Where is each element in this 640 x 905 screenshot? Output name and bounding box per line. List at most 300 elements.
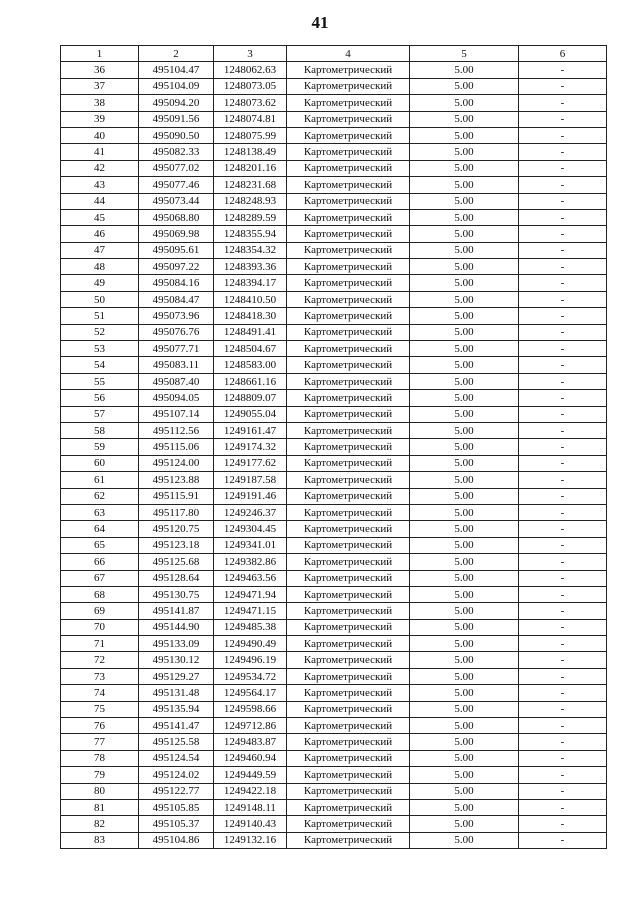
table-row [61, 603, 607, 619]
table-cell-col-4: Картометрический [287, 718, 410, 734]
table-row [61, 488, 607, 504]
table-cell-col-3: 1249161.47 [214, 422, 287, 438]
table-cell-col-3: 1249246.37 [214, 504, 287, 520]
table-cell-col-3: 1249471.15 [214, 603, 287, 619]
table-cell-col-6: - [519, 357, 607, 373]
table-cell-col-5: 5.00 [410, 619, 519, 635]
table-cell-col-6: - [519, 767, 607, 783]
table-cell-col-5: 5.00 [410, 652, 519, 668]
table-cell-col-5: 5.00 [410, 799, 519, 815]
table-cell-col-6: - [519, 472, 607, 488]
table-cell-col-2: 495123.18 [139, 537, 214, 553]
table-cell-col-3: 1248289.59 [214, 209, 287, 225]
table-cell-col-4: Картометрический [287, 95, 410, 111]
table-row [61, 750, 607, 766]
table-cell-col-5: 5.00 [410, 406, 519, 422]
table-row [61, 209, 607, 225]
table-cell-col-1: 59 [61, 439, 139, 455]
table-cell-col-2: 495124.54 [139, 750, 214, 766]
table-cell-col-1: 36 [61, 62, 139, 78]
table-cell-col-5: 5.00 [410, 521, 519, 537]
table-cell-col-1: 82 [61, 816, 139, 832]
table-cell-col-5: 5.00 [410, 816, 519, 832]
table-row [61, 718, 607, 734]
table-cell-col-5: 5.00 [410, 209, 519, 225]
table-cell-col-4: Картометрический [287, 226, 410, 242]
table-cell-col-2: 495129.27 [139, 668, 214, 684]
table-cell-col-6: - [519, 455, 607, 471]
table-row [61, 472, 607, 488]
table-row [61, 668, 607, 684]
table-cell-col-1: 38 [61, 95, 139, 111]
table-cell-col-5: 5.00 [410, 78, 519, 94]
table-cell-col-5: 5.00 [410, 62, 519, 78]
table-cell-col-3: 1249534.72 [214, 668, 287, 684]
column-header-3: 3 [214, 46, 287, 62]
table-cell-col-4: Картометрический [287, 652, 410, 668]
table-cell-col-5: 5.00 [410, 668, 519, 684]
table-cell-col-4: Картометрический [287, 668, 410, 684]
table-row [61, 422, 607, 438]
table-cell-col-5: 5.00 [410, 554, 519, 570]
table-cell-col-5: 5.00 [410, 390, 519, 406]
table-cell-col-3: 1249055.04 [214, 406, 287, 422]
table-cell-col-1: 45 [61, 209, 139, 225]
table-cell-col-4: Картометрический [287, 832, 410, 848]
table-cell-col-6: - [519, 127, 607, 143]
table-cell-col-6: - [519, 816, 607, 832]
table-cell-col-1: 60 [61, 455, 139, 471]
table-cell-col-5: 5.00 [410, 193, 519, 209]
table-cell-col-3: 1249148.11 [214, 799, 287, 815]
coordinates-table [60, 45, 607, 849]
table-row [61, 767, 607, 783]
table-cell-col-2: 495091.56 [139, 111, 214, 127]
table-row [61, 521, 607, 537]
table-cell-col-6: - [519, 701, 607, 717]
table-cell-col-2: 495135.94 [139, 701, 214, 717]
page-number: 41 [311, 13, 329, 32]
table-row [61, 308, 607, 324]
table-row [61, 78, 607, 94]
table-cell-col-6: - [519, 652, 607, 668]
table-cell-col-6: - [519, 586, 607, 602]
table-cell-col-6: - [519, 390, 607, 406]
table-cell-col-4: Картометрический [287, 209, 410, 225]
table-cell-col-6: - [519, 291, 607, 307]
table-row [61, 406, 607, 422]
table-row [61, 636, 607, 652]
table-cell-col-1: 50 [61, 291, 139, 307]
table-cell-col-2: 495131.48 [139, 685, 214, 701]
table-row [61, 259, 607, 275]
table-cell-col-3: 1248231.68 [214, 177, 287, 193]
table-cell-col-1: 44 [61, 193, 139, 209]
table-cell-col-1: 61 [61, 472, 139, 488]
table-cell-col-3: 1248418.30 [214, 308, 287, 324]
table-cell-col-6: - [519, 783, 607, 799]
table-cell-col-1: 70 [61, 619, 139, 635]
table-cell-col-4: Картометрический [287, 783, 410, 799]
table-cell-col-3: 1248393.36 [214, 259, 287, 275]
table-cell-col-6: - [519, 504, 607, 520]
table-cell-col-1: 64 [61, 521, 139, 537]
table-cell-col-1: 57 [61, 406, 139, 422]
table-cell-col-4: Картометрический [287, 78, 410, 94]
table-cell-col-4: Картометрический [287, 275, 410, 291]
table-cell-col-1: 42 [61, 160, 139, 176]
table-cell-col-4: Картометрический [287, 472, 410, 488]
table-cell-col-3: 1248583.00 [214, 357, 287, 373]
table-row [61, 324, 607, 340]
table-cell-col-4: Картометрический [287, 554, 410, 570]
table-row [61, 652, 607, 668]
column-header-5: 5 [410, 46, 519, 62]
table-cell-col-1: 66 [61, 554, 139, 570]
table-cell-col-2: 495084.16 [139, 275, 214, 291]
table-cell-col-5: 5.00 [410, 718, 519, 734]
table-cell-col-6: - [519, 488, 607, 504]
table-cell-col-3: 1249187.58 [214, 472, 287, 488]
table-cell-col-1: 78 [61, 750, 139, 766]
table-row [61, 455, 607, 471]
table-cell-col-4: Картометрический [287, 619, 410, 635]
table-cell-col-2: 495076.76 [139, 324, 214, 340]
table-cell-col-4: Картометрический [287, 734, 410, 750]
table-row [61, 783, 607, 799]
table-body [61, 62, 607, 849]
table-cell-col-5: 5.00 [410, 422, 519, 438]
table-cell-col-2: 495105.85 [139, 799, 214, 815]
table-cell-col-6: - [519, 226, 607, 242]
table-cell-col-6: - [519, 341, 607, 357]
table-cell-col-1: 80 [61, 783, 139, 799]
table-cell-col-5: 5.00 [410, 226, 519, 242]
table-cell-col-6: - [519, 193, 607, 209]
table-row [61, 570, 607, 586]
table-cell-col-2: 495125.58 [139, 734, 214, 750]
table-cell-col-1: 49 [61, 275, 139, 291]
table-cell-col-5: 5.00 [410, 570, 519, 586]
column-header-4: 4 [287, 46, 410, 62]
table-header-row [61, 46, 607, 62]
table-cell-col-6: - [519, 521, 607, 537]
table-row [61, 291, 607, 307]
table-row [61, 341, 607, 357]
table-cell-col-4: Картометрический [287, 816, 410, 832]
table-cell-col-4: Картометрический [287, 488, 410, 504]
table-cell-col-4: Картометрический [287, 439, 410, 455]
table-cell-col-3: 1249471.94 [214, 586, 287, 602]
table-cell-col-6: - [519, 308, 607, 324]
table-cell-col-3: 1249177.62 [214, 455, 287, 471]
table-cell-col-1: 75 [61, 701, 139, 717]
table-cell-col-3: 1248201.16 [214, 160, 287, 176]
table-cell-col-2: 495130.12 [139, 652, 214, 668]
table-cell-col-6: - [519, 718, 607, 734]
table-cell-col-3: 1249598.66 [214, 701, 287, 717]
table-cell-col-2: 495123.88 [139, 472, 214, 488]
table-row [61, 537, 607, 553]
table-cell-col-4: Картометрический [287, 406, 410, 422]
table-cell-col-2: 495068.80 [139, 209, 214, 225]
table-cell-col-5: 5.00 [410, 685, 519, 701]
table-cell-col-5: 5.00 [410, 259, 519, 275]
table-cell-col-1: 47 [61, 242, 139, 258]
table-cell-col-4: Картометрический [287, 685, 410, 701]
table-cell-col-6: - [519, 160, 607, 176]
table-cell-col-6: - [519, 242, 607, 258]
table-cell-col-4: Картометрический [287, 570, 410, 586]
table-row [61, 177, 607, 193]
table-cell-col-6: - [519, 668, 607, 684]
table-cell-col-1: 73 [61, 668, 139, 684]
table-cell-col-3: 1248491.41 [214, 324, 287, 340]
table-cell-col-5: 5.00 [410, 127, 519, 143]
table-row [61, 193, 607, 209]
table-row [61, 357, 607, 373]
table-cell-col-3: 1248354.32 [214, 242, 287, 258]
table-cell-col-3: 1249174.32 [214, 439, 287, 455]
table-cell-col-2: 495124.00 [139, 455, 214, 471]
table-cell-col-1: 56 [61, 390, 139, 406]
table-row [61, 554, 607, 570]
table-cell-col-2: 495141.87 [139, 603, 214, 619]
table-row [61, 832, 607, 848]
column-header-2: 2 [139, 46, 214, 62]
table-cell-col-2: 495104.09 [139, 78, 214, 94]
table-cell-col-6: - [519, 636, 607, 652]
table-cell-col-1: 68 [61, 586, 139, 602]
table-row [61, 439, 607, 455]
table-cell-col-5: 5.00 [410, 144, 519, 160]
table-cell-col-1: 58 [61, 422, 139, 438]
table-cell-col-2: 495128.64 [139, 570, 214, 586]
table-cell-col-4: Картометрический [287, 701, 410, 717]
table-cell-col-4: Картометрический [287, 636, 410, 652]
table-cell-col-6: - [519, 422, 607, 438]
table-cell-col-5: 5.00 [410, 504, 519, 520]
table-cell-col-1: 83 [61, 832, 139, 848]
table-cell-col-6: - [519, 373, 607, 389]
table-cell-col-1: 54 [61, 357, 139, 373]
table-cell-col-6: - [519, 62, 607, 78]
table-cell-col-2: 495083.11 [139, 357, 214, 373]
table-cell-col-2: 495115.91 [139, 488, 214, 504]
table-cell-col-3: 1248062.63 [214, 62, 287, 78]
table-cell-col-1: 55 [61, 373, 139, 389]
table-cell-col-6: - [519, 259, 607, 275]
table-cell-col-2: 495125.68 [139, 554, 214, 570]
table-cell-col-2: 495141.47 [139, 718, 214, 734]
table-cell-col-4: Картометрический [287, 603, 410, 619]
table-cell-col-2: 495104.86 [139, 832, 214, 848]
table-cell-col-5: 5.00 [410, 373, 519, 389]
table-cell-col-5: 5.00 [410, 750, 519, 766]
table-cell-col-3: 1249341.01 [214, 537, 287, 553]
table-cell-col-3: 1249496.19 [214, 652, 287, 668]
table-cell-col-2: 495122.77 [139, 783, 214, 799]
table-cell-col-3: 1249449.59 [214, 767, 287, 783]
table-cell-col-4: Картометрический [287, 160, 410, 176]
table-cell-col-5: 5.00 [410, 455, 519, 471]
table-cell-col-4: Картометрический [287, 390, 410, 406]
table-cell-col-3: 1248410.50 [214, 291, 287, 307]
table-cell-col-6: - [519, 685, 607, 701]
table-cell-col-5: 5.00 [410, 537, 519, 553]
table-row [61, 226, 607, 242]
table-cell-col-1: 63 [61, 504, 139, 520]
table-row [61, 685, 607, 701]
table-cell-col-6: - [519, 537, 607, 553]
table-row [61, 62, 607, 78]
table-cell-col-5: 5.00 [410, 767, 519, 783]
table-cell-col-4: Картометрический [287, 455, 410, 471]
table-cell-col-4: Картометрический [287, 373, 410, 389]
table-cell-col-5: 5.00 [410, 472, 519, 488]
table-cell-col-3: 1248075.99 [214, 127, 287, 143]
table-cell-col-5: 5.00 [410, 488, 519, 504]
table-cell-col-3: 1248073.05 [214, 78, 287, 94]
table-cell-col-5: 5.00 [410, 95, 519, 111]
table-cell-col-2: 495133.09 [139, 636, 214, 652]
table-cell-col-4: Картометрический [287, 537, 410, 553]
table-row [61, 734, 607, 750]
table-cell-col-2: 495130.75 [139, 586, 214, 602]
table-cell-col-5: 5.00 [410, 308, 519, 324]
table-row [61, 144, 607, 160]
table-cell-col-3: 1248661.16 [214, 373, 287, 389]
table-cell-col-4: Картометрический [287, 767, 410, 783]
table-cell-col-2: 495105.37 [139, 816, 214, 832]
table-cell-col-2: 495112.56 [139, 422, 214, 438]
table-cell-col-1: 37 [61, 78, 139, 94]
table-cell-col-6: - [519, 570, 607, 586]
table-cell-col-2: 495073.44 [139, 193, 214, 209]
table-cell-col-2: 495077.46 [139, 177, 214, 193]
table-cell-col-3: 1248073.62 [214, 95, 287, 111]
table-cell-col-6: - [519, 439, 607, 455]
table-cell-col-3: 1249140.43 [214, 816, 287, 832]
table-cell-col-4: Картометрический [287, 193, 410, 209]
table-cell-col-4: Картометрический [287, 144, 410, 160]
table-cell-col-2: 495077.71 [139, 341, 214, 357]
table-cell-col-2: 495120.75 [139, 521, 214, 537]
table-cell-col-3: 1249460.94 [214, 750, 287, 766]
table-cell-col-5: 5.00 [410, 341, 519, 357]
table-cell-col-4: Картометрический [287, 357, 410, 373]
table-cell-col-6: - [519, 111, 607, 127]
table-cell-col-3: 1248394.17 [214, 275, 287, 291]
table-cell-col-4: Картометрический [287, 504, 410, 520]
table-cell-col-4: Картометрический [287, 177, 410, 193]
table-cell-col-4: Картометрический [287, 324, 410, 340]
table-cell-col-3: 1249422.18 [214, 783, 287, 799]
table-cell-col-5: 5.00 [410, 160, 519, 176]
table-cell-col-2: 495117.80 [139, 504, 214, 520]
table-cell-col-2: 495082.33 [139, 144, 214, 160]
table-cell-col-6: - [519, 209, 607, 225]
table-cell-col-3: 1248138.49 [214, 144, 287, 160]
table-cell-col-3: 1248504.67 [214, 341, 287, 357]
table-cell-col-2: 495115.06 [139, 439, 214, 455]
table-cell-col-3: 1249564.17 [214, 685, 287, 701]
table-row [61, 373, 607, 389]
table-row [61, 504, 607, 520]
table-row [61, 160, 607, 176]
table-cell-col-3: 1249463.56 [214, 570, 287, 586]
table-cell-col-3: 1249191.46 [214, 488, 287, 504]
table-cell-col-6: - [519, 734, 607, 750]
table-row [61, 799, 607, 815]
table-cell-col-2: 495144.90 [139, 619, 214, 635]
table-cell-col-1: 67 [61, 570, 139, 586]
table-cell-col-3: 1249485.38 [214, 619, 287, 635]
table-cell-col-6: - [519, 144, 607, 160]
table-cell-col-1: 77 [61, 734, 139, 750]
table-cell-col-4: Картометрический [287, 242, 410, 258]
table-cell-col-5: 5.00 [410, 701, 519, 717]
table-cell-col-6: - [519, 324, 607, 340]
table-cell-col-1: 62 [61, 488, 139, 504]
table-cell-col-5: 5.00 [410, 832, 519, 848]
table-cell-col-2: 495094.05 [139, 390, 214, 406]
table-cell-col-4: Картометрический [287, 799, 410, 815]
column-header-1: 1 [61, 46, 139, 62]
table-row [61, 95, 607, 111]
table-cell-col-1: 74 [61, 685, 139, 701]
table-row [61, 111, 607, 127]
table-row [61, 816, 607, 832]
table-cell-col-5: 5.00 [410, 603, 519, 619]
table-cell-col-1: 69 [61, 603, 139, 619]
table-row [61, 586, 607, 602]
table-cell-col-3: 1249382.86 [214, 554, 287, 570]
table-cell-col-6: - [519, 554, 607, 570]
table-cell-col-1: 81 [61, 799, 139, 815]
table-cell-col-5: 5.00 [410, 734, 519, 750]
table-cell-col-3: 1248809.07 [214, 390, 287, 406]
table-cell-col-5: 5.00 [410, 275, 519, 291]
table-cell-col-2: 495094.20 [139, 95, 214, 111]
table-cell-col-1: 51 [61, 308, 139, 324]
table-cell-col-1: 46 [61, 226, 139, 242]
table-cell-col-6: - [519, 799, 607, 815]
table-row [61, 390, 607, 406]
table-cell-col-5: 5.00 [410, 324, 519, 340]
table-cell-col-6: - [519, 750, 607, 766]
table-cell-col-1: 52 [61, 324, 139, 340]
table-cell-col-5: 5.00 [410, 439, 519, 455]
table-cell-col-5: 5.00 [410, 636, 519, 652]
table-cell-col-2: 495084.47 [139, 291, 214, 307]
table-cell-col-1: 65 [61, 537, 139, 553]
table-cell-col-4: Картометрический [287, 62, 410, 78]
table-cell-col-2: 495107.14 [139, 406, 214, 422]
table-cell-col-1: 48 [61, 259, 139, 275]
table-cell-col-1: 41 [61, 144, 139, 160]
table-cell-col-6: - [519, 619, 607, 635]
table-cell-col-5: 5.00 [410, 111, 519, 127]
table-cell-col-3: 1248074.81 [214, 111, 287, 127]
table-cell-col-1: 72 [61, 652, 139, 668]
table-cell-col-1: 39 [61, 111, 139, 127]
table-cell-col-4: Картометрический [287, 111, 410, 127]
table-cell-col-4: Картометрический [287, 750, 410, 766]
table-cell-col-4: Картометрический [287, 521, 410, 537]
table-cell-col-2: 495095.61 [139, 242, 214, 258]
table-cell-col-6: - [519, 406, 607, 422]
